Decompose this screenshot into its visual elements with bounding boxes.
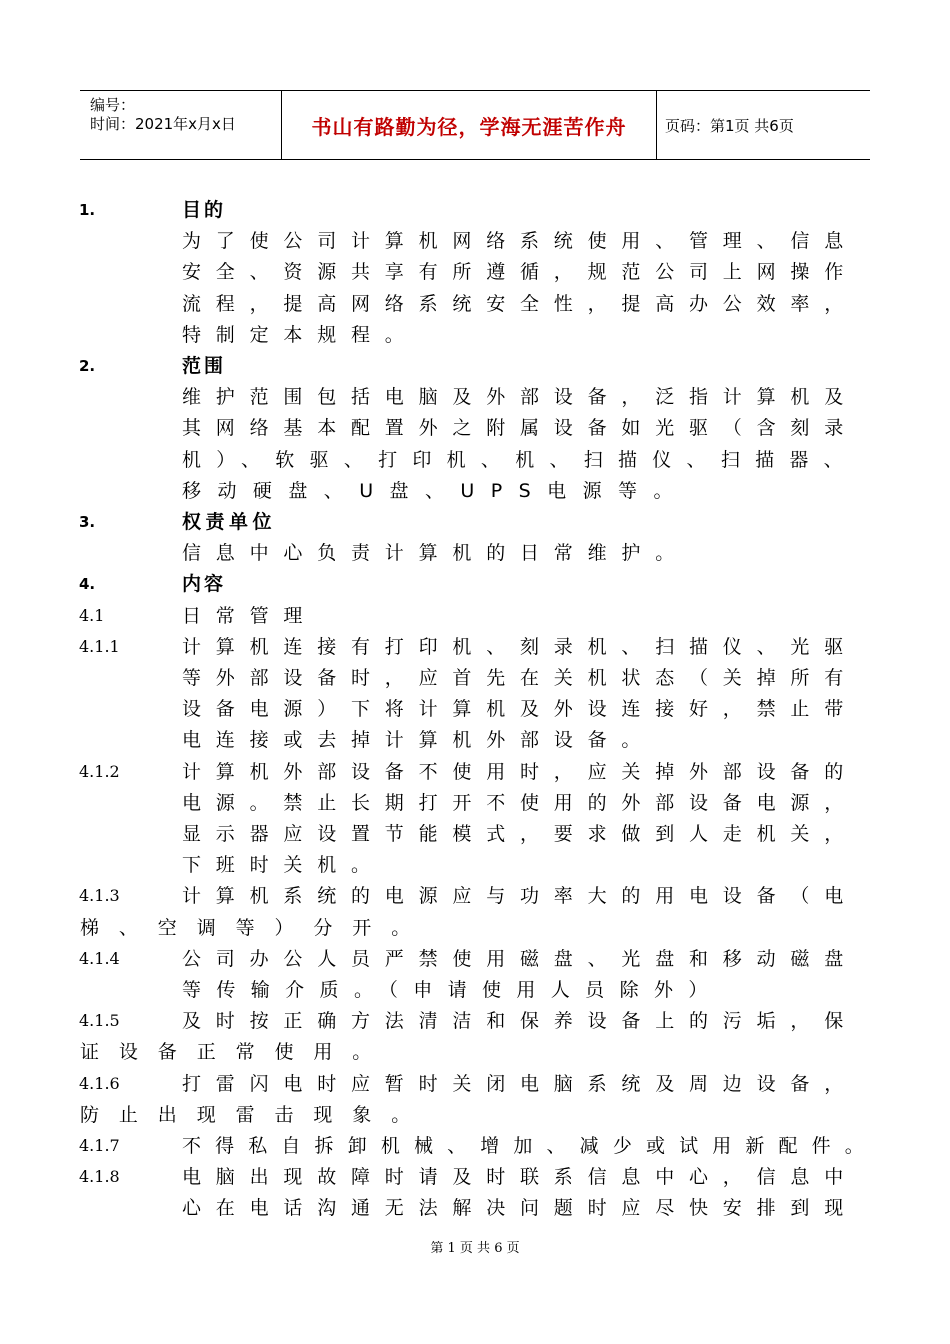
body-text-line: 心在电话沟通无法解决问题时应尽快安排到现 [182,1197,859,1219]
body-text-line: 安全、资源共享有所遵循，规范公司上网操作 [182,261,859,283]
section-heading: 内容 [182,573,226,595]
section-number: 3. [79,513,96,531]
body-text-line: 打雷闪电时应暂时关闭电脑系统及周边设备， [182,1073,859,1095]
body-text-line: 证设备正常使用。 [80,1041,392,1063]
body-text-line: 及时按正确方法清洁和保养设备上的污垢，保 [182,1010,859,1032]
body-text-line: 为了使公司计算机网络系统使用、管理、信息 [182,230,859,252]
document-time-label: 时间：2021年x月x日 [90,115,236,133]
body-text-line: 电源。禁止长期打开不使用的外部设备电源， [182,792,859,814]
body-text-line: 计算机外部设备不使用时，应关掉外部设备的 [182,761,859,783]
section-number: 4.1.2 [79,762,120,781]
section-heading: 范围 [182,355,226,377]
body-text-line: 日常管理 [182,605,318,627]
body-text-line: 公司办公人员严禁使用磁盘、光盘和移动磁盘 [182,948,859,970]
section-number: 4.1.5 [79,1011,120,1030]
section-number: 2. [79,357,96,375]
section-number: 4. [79,575,96,593]
section-number: 4.1.8 [79,1167,120,1186]
body-text-line: 显示器应设置节能模式，要求做到人走机关， [182,823,859,845]
body-text-line: 移动硬盘、U盘、UPS电源等。 [182,480,689,502]
body-text-line: 电脑出现故障时请及时联系信息中心，信息中 [182,1166,859,1188]
header-left-cell [80,91,281,159]
section-number: 4.1.4 [79,949,120,968]
section-number: 4.1.3 [79,886,120,905]
document-number-label: 编号： [90,96,136,114]
page-info: 页码：第1页 共6页 [665,116,794,135]
section-number: 4.1 [79,606,105,625]
body-text-line: 不得私自拆卸机械、增加、减少或试用新配件。 [182,1135,878,1157]
body-text-line: 设备电源）下将计算机及外设连接好，禁止带 [182,698,859,720]
body-text-line: 计算机连接有打印机、刻录机、扫描仪、光驱 [182,636,859,658]
body-text-line: 信息中心负责计算机的日常维护。 [182,542,690,564]
page-footer: 第 1 页 共 6 页 [430,1241,520,1256]
body-text-line: 防止出现雷击现象。 [80,1104,431,1126]
body-text-line: 梯、空调等）分开。 [80,917,431,939]
section-heading: 目的 [182,199,226,221]
body-text-line: 特制定本规程。 [182,324,419,346]
header-motto-cell [281,91,657,159]
body-text-line: 流程，提高网络系统安全性，提高办公效率， [182,293,859,315]
body-text-line: 下班时关机。 [182,854,385,876]
motto-text: 书山有路勤为径，学海无涯苦作舟 [311,114,627,139]
body-text-line: 计算机系统的电源应与功率大的用电设备（电 [182,885,859,907]
section-number: 4.1.7 [79,1136,120,1155]
body-text-line: 电连接或去掉计算机外部设备。 [182,729,656,751]
document-header [80,90,870,160]
section-number: 4.1.6 [79,1074,120,1093]
section-number: 1. [79,201,96,219]
header-page-cell [656,91,879,159]
body-text-line: 等传输介质。（申请使用人员除外） [182,979,723,1001]
body-text-line: 维护范围包括电脑及外部设备，泛指计算机及 [182,386,859,408]
body-text-line: 等外部设备时，应首先在关机状态（关掉所有 [182,667,859,689]
body-text-line: 机）、软驱、打印机、机、扫描仪、扫描器、 [182,449,858,471]
body-text-line: 其网络基本配置外之附属设备如光驱（含刻录 [182,417,859,439]
section-heading: 权责单位 [182,511,277,533]
section-number: 4.1.1 [79,637,120,656]
